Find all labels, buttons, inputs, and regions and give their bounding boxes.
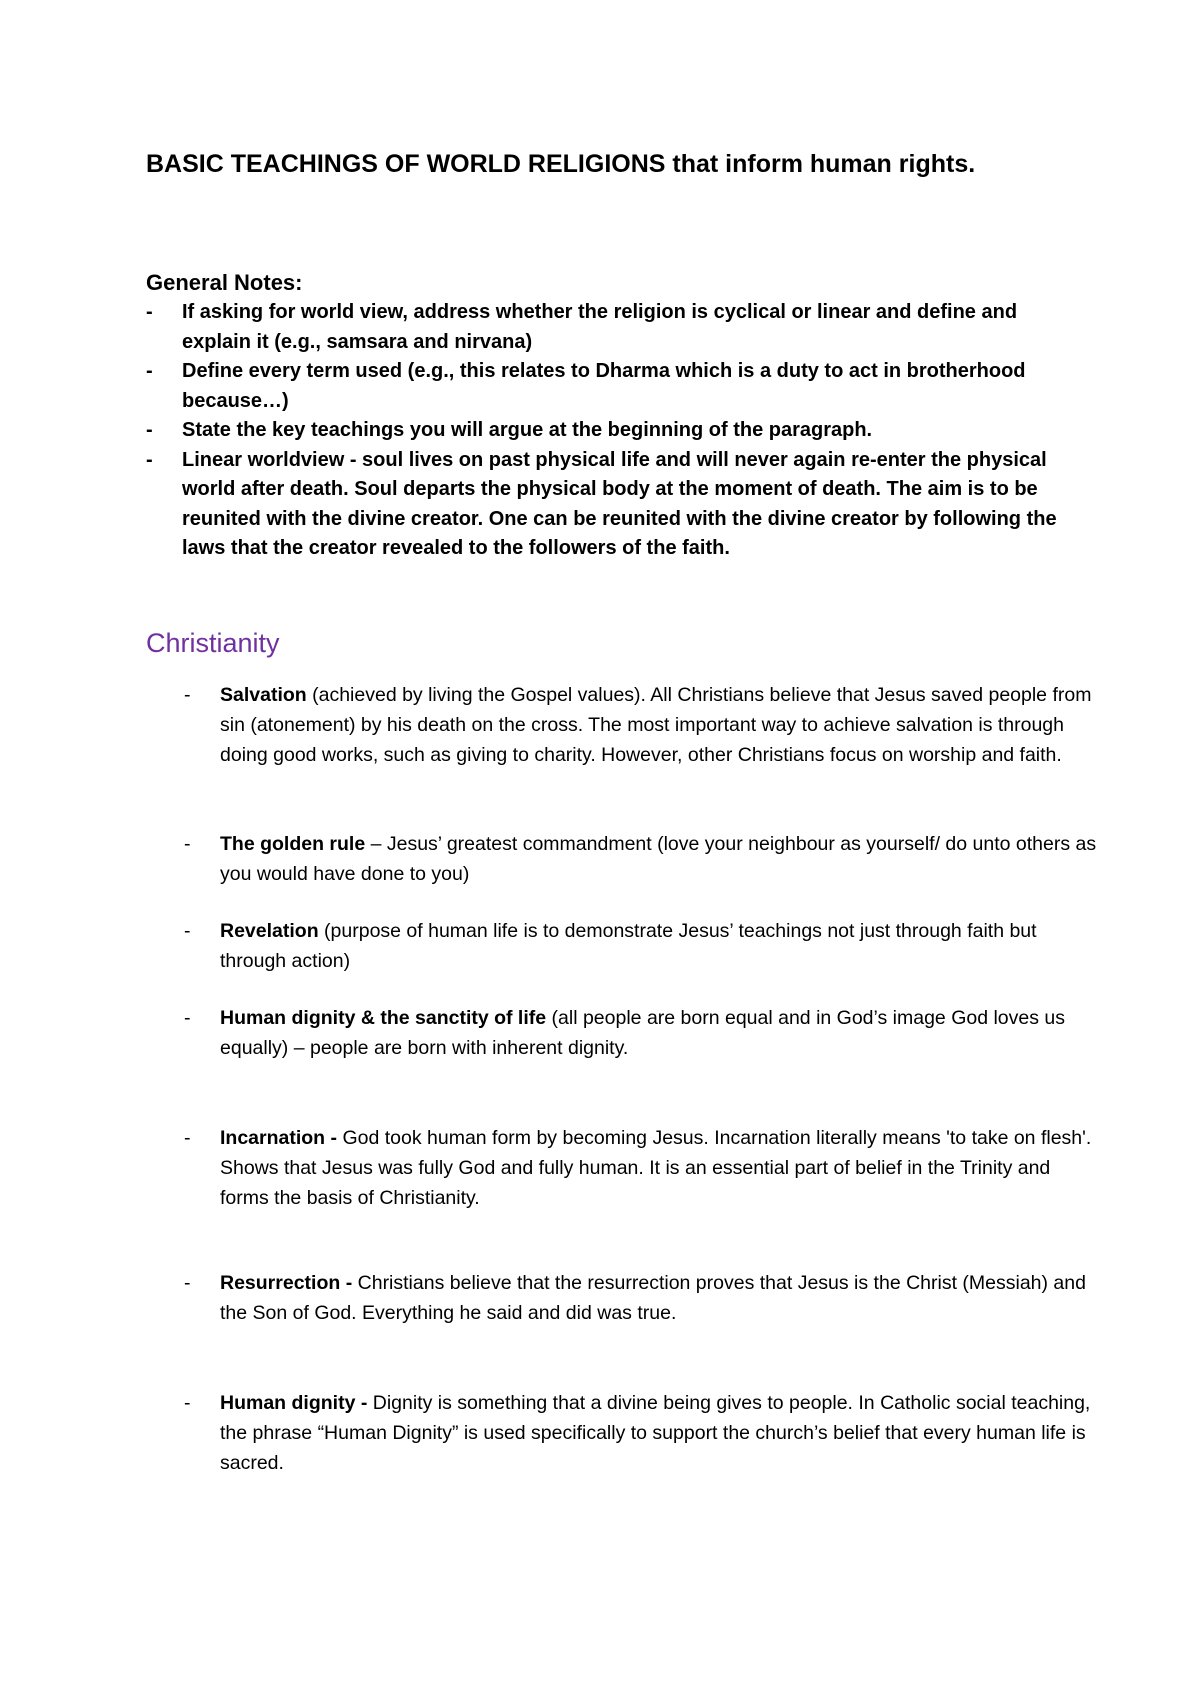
teaching-separator: - bbox=[355, 1392, 373, 1414]
bullet-dash: - bbox=[184, 1272, 191, 1294]
teaching-term: Human dignity bbox=[220, 1392, 356, 1414]
bullet-dash: - bbox=[184, 1127, 191, 1149]
teaching-text: God took human form by becoming Jesus. Incarnation literally means 'to take on flesh'. Shows that Jesus was fully God and fully human. It is an essential part of belief in the Trinity and forms the basis of Christianity. bbox=[220, 1127, 1092, 1209]
general-note-text: If asking for world view, address whether the religion is cyclical or linear and define and explain it (e.g., samsara and nirvana) bbox=[182, 301, 1018, 353]
teaching-item-revelation bbox=[184, 916, 1100, 976]
general-note-item bbox=[146, 416, 1086, 446]
teaching-text: – Jesus’ greatest commandment (love your neighbour as yourself/ do unto others as you would have done to you) bbox=[220, 833, 1097, 885]
general-notes-list bbox=[146, 298, 1086, 564]
general-notes-heading: General Notes: bbox=[146, 270, 303, 295]
general-note-item bbox=[146, 298, 1086, 357]
teaching-item-human-dignity-sanctity bbox=[184, 1003, 1100, 1063]
teaching-text: Dignity is something that a divine being gives to people. In Catholic social teaching, the phrase “Human Dignity” is used specifically to support the church’s belief that every human life is sacred. bbox=[220, 1392, 1091, 1474]
bullet-dash: - bbox=[146, 360, 153, 382]
bullet-dash: - bbox=[146, 301, 153, 323]
teaching-term: Revelation bbox=[220, 920, 319, 942]
bullet-dash: - bbox=[146, 419, 153, 441]
teaching-item-incarnation bbox=[184, 1123, 1100, 1213]
teaching-text: (all people are born equal and in God’s image God loves us equally) – people are born with inherent dignity. bbox=[220, 1007, 1066, 1059]
general-note-text: Linear worldview - soul lives on past physical life and will never again re-enter the physical world after death. Soul departs the physical body at the moment of death. The aim is to be reunited with the divine creator. One can be reunited with the divine creator by following the laws that the creator revealed to the followers of the faith. bbox=[182, 448, 1057, 559]
teaching-text: Christians believe that the resurrection proves that Jesus is the Christ (Messiah) and the Son of God. Everything he said and did was true. bbox=[220, 1272, 1086, 1324]
bullet-dash: - bbox=[184, 920, 191, 942]
bullet-dash: - bbox=[184, 1392, 191, 1414]
general-note-item bbox=[146, 357, 1086, 416]
teaching-item-human-dignity bbox=[184, 1388, 1100, 1478]
teaching-separator: - bbox=[325, 1127, 343, 1149]
teaching-term: The golden rule bbox=[220, 833, 366, 855]
christianity-heading: Christianity bbox=[146, 628, 280, 658]
bullet-dash: - bbox=[184, 1007, 191, 1029]
teaching-term: Human dignity & the sanctity of life bbox=[220, 1007, 547, 1029]
bullet-dash: - bbox=[184, 833, 191, 855]
teaching-separator: - bbox=[340, 1272, 358, 1294]
document-title: BASIC TEACHINGS OF WORLD RELIGIONS that inform human rights. bbox=[146, 150, 976, 178]
teaching-item-resurrection bbox=[184, 1268, 1100, 1328]
teaching-term: Incarnation bbox=[220, 1127, 326, 1149]
teaching-term: Resurrection bbox=[220, 1272, 341, 1294]
general-note-text: State the key teachings you will argue at the beginning of the paragraph. bbox=[182, 419, 873, 441]
teaching-item-golden-rule bbox=[184, 829, 1100, 889]
general-note-text: Define every term used (e.g., this relates to Dharma which is a duty to act in brotherhood because…) bbox=[182, 360, 1026, 412]
bullet-dash: - bbox=[146, 448, 153, 471]
teaching-text: (achieved by living the Gospel values). All Christians believe that Jesus saved people from sin (atonement) by his death on the cross. The most important way to achieve salvation is through doing good works, such as giving to charity. However, other Christians focus on worship and faith. bbox=[220, 684, 1092, 766]
teaching-item-salvation bbox=[184, 680, 1100, 770]
teaching-term: Salvation bbox=[220, 684, 307, 706]
general-note-item bbox=[146, 446, 1086, 564]
bullet-dash: - bbox=[184, 684, 191, 706]
teaching-text: (purpose of human life is to demonstrate Jesus’ teachings not just through faith but through action) bbox=[220, 920, 1037, 972]
